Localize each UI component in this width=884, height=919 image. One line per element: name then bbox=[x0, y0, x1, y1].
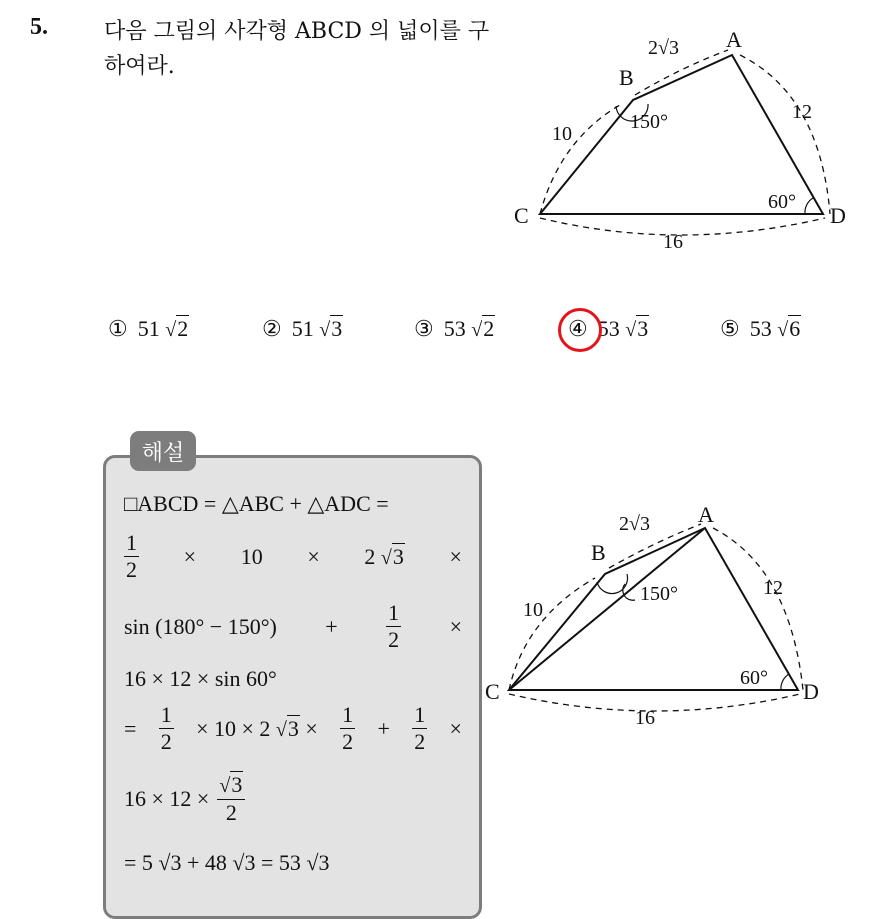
selected-answer-ring bbox=[558, 308, 602, 352]
side-cd-label: 16 bbox=[663, 231, 683, 253]
solution-label: 해설 bbox=[130, 431, 196, 471]
sqrt-icon: √3 bbox=[380, 543, 404, 569]
angle-d-label: 60° bbox=[768, 191, 796, 213]
solution-line-3-text: sin (180° − 150°) bbox=[124, 613, 277, 639]
side-bc-label: 10 bbox=[523, 599, 543, 621]
choice-1-mark: ① bbox=[108, 316, 128, 341]
solution-line-2: $\frac{1}{2}$ × 10 × 2 √3 × bbox=[126, 530, 462, 582]
fraction-one-half: $\frac{1}{2}$ bbox=[388, 600, 400, 652]
choice-4-mark: ④ bbox=[568, 316, 588, 341]
angle-d-label: 60° bbox=[740, 667, 768, 689]
choice-4-radicand: 3 bbox=[637, 316, 649, 341]
choice-1[interactable] bbox=[108, 316, 189, 342]
answer-choices bbox=[108, 316, 848, 356]
vertex-d-label: D bbox=[803, 679, 819, 704]
quadrilateral-figure bbox=[500, 20, 870, 260]
sqrt-icon: √3 bbox=[319, 316, 343, 341]
choice-3-value: 53 bbox=[443, 316, 466, 341]
vertex-b-label: B bbox=[591, 540, 606, 565]
choice-5-mark: ⑤ bbox=[720, 316, 740, 341]
choice-4-value: 53 bbox=[597, 316, 620, 341]
solution-line-7: = 5 √3 + 48 √3 = 53 √3 bbox=[124, 850, 330, 875]
choice-1-value: 51 bbox=[137, 316, 160, 341]
question-text: 다음 그림의 사각형 ABCD 의 넓이를 구하여라. bbox=[104, 19, 490, 79]
side-cd-label: 16 bbox=[635, 707, 655, 729]
choice-5-radicand: 6 bbox=[789, 316, 801, 341]
sqrt-icon: √3 bbox=[219, 772, 243, 797]
choice-1-radicand: 2 bbox=[177, 316, 189, 341]
choice-3-radicand: 2 bbox=[483, 316, 495, 341]
sqrt-icon: √2 bbox=[165, 316, 189, 341]
angle-b-label: 150° bbox=[640, 583, 678, 605]
solution-line-6 bbox=[124, 772, 245, 826]
choice-4[interactable] bbox=[568, 316, 649, 342]
side-ab-label: 2√3 bbox=[648, 37, 679, 59]
solution-line-3: sin (180° − 150°) + $\frac{1}{2}$ × bbox=[124, 600, 462, 652]
fraction-one-half: $\frac{1}{2}$ bbox=[160, 702, 172, 754]
fraction-one-half: $\frac{1}{2}$ bbox=[342, 702, 354, 754]
side-bc-label: 10 bbox=[552, 123, 572, 145]
angle-b-label: 150° bbox=[630, 111, 668, 133]
sqrt-icon: √3 bbox=[625, 316, 649, 341]
solution-figure bbox=[485, 500, 830, 735]
solution-line-5: = $\frac{1}{2}$ × 10 × 2 √3 × $\frac{1}{2}$ + $\frac{1}{2}$ × bbox=[124, 702, 462, 754]
choice-2[interactable] bbox=[262, 316, 343, 342]
side-ab-label: 2√3 bbox=[619, 513, 650, 535]
choice-2-radicand: 3 bbox=[331, 316, 343, 341]
solution-line-1: □ABCD = △ABC + △ADC = bbox=[124, 491, 389, 516]
fraction-root3-over-2: $\frac{√3}{2}$ bbox=[217, 772, 245, 826]
vertex-d-label: D bbox=[830, 203, 846, 228]
vertex-b-label: B bbox=[619, 65, 634, 90]
side-ad-label: 12 bbox=[763, 577, 783, 599]
vertex-c-label: C bbox=[485, 679, 500, 704]
side-ad-label: 12 bbox=[792, 101, 812, 123]
solution-line-6-text: 16 × 12 × bbox=[124, 786, 210, 811]
question-number: 5. bbox=[30, 14, 48, 40]
solution-line-4: 16 × 12 × sin 60° bbox=[124, 666, 277, 691]
choice-3-mark: ③ bbox=[414, 316, 434, 341]
choice-5-value: 53 bbox=[749, 316, 772, 341]
sqrt-icon: √2 bbox=[471, 316, 495, 341]
sqrt-icon: √6 bbox=[777, 316, 801, 341]
choice-2-mark: ② bbox=[262, 316, 282, 341]
sqrt-icon: √3 bbox=[275, 715, 299, 741]
vertex-c-label: C bbox=[514, 203, 529, 228]
fraction-one-half: $\frac{1}{2}$ bbox=[126, 530, 137, 582]
vertex-a-label: A bbox=[698, 502, 714, 527]
vertex-a-label: A bbox=[726, 27, 742, 52]
choice-2-value: 51 bbox=[291, 316, 314, 341]
fraction-one-half: $\frac{1}{2}$ bbox=[414, 702, 426, 754]
choice-3[interactable] bbox=[414, 316, 495, 342]
choice-5[interactable] bbox=[720, 316, 801, 342]
